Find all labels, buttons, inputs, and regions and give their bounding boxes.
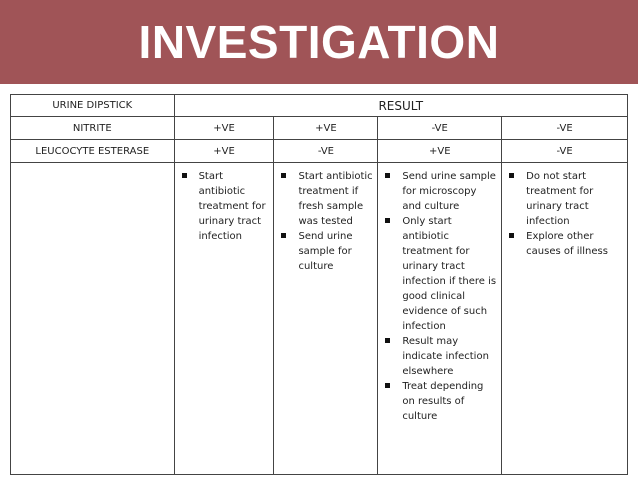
square-bullet-icon (281, 173, 286, 178)
table-row (11, 117, 628, 140)
table-row (11, 163, 628, 475)
square-bullet-icon (281, 233, 286, 238)
table-cell: +VE (378, 140, 502, 163)
row-label-nitrite: NITRITE (11, 117, 175, 140)
list-item: Result may indicate infection elsewhere (382, 334, 497, 379)
list-item: Only start antibiotic treatment for urinary tract infection if there is good clinical evidence of such infection (382, 214, 497, 334)
action-list (179, 169, 270, 244)
action-cell (174, 163, 274, 475)
row-header-label: URINE DIPSTICK (11, 95, 175, 117)
table-row (11, 95, 628, 117)
table-cell: -VE (378, 117, 502, 140)
list-item: Start antibiotic treatment if fresh sample was tested (278, 169, 373, 229)
action-list (278, 169, 373, 274)
action-cell (274, 163, 378, 475)
action-cell (502, 163, 628, 475)
result-header: RESULT (174, 95, 627, 117)
list-item: Explore other causes of illness (506, 229, 623, 259)
list-item: Send urine sample for microscopy and culture (382, 169, 497, 214)
dipstick-table (10, 94, 628, 475)
empty-cell (11, 163, 175, 475)
action-list (382, 169, 497, 424)
table-cell: +VE (174, 140, 274, 163)
list-item: Start antibiotic treatment for urinary tract infection (179, 169, 270, 244)
table-cell: +VE (274, 117, 378, 140)
square-bullet-icon (509, 173, 514, 178)
row-label-leucocyte: LEUCOCYTE ESTERASE (11, 140, 175, 163)
list-item: Treat depending on results of culture (382, 379, 497, 424)
table-cell: -VE (502, 140, 628, 163)
square-bullet-icon (385, 173, 390, 178)
table-cell: +VE (174, 117, 274, 140)
action-cell (378, 163, 502, 475)
action-list (506, 169, 623, 259)
square-bullet-icon (385, 338, 390, 343)
table-row (11, 140, 628, 163)
square-bullet-icon (182, 173, 187, 178)
table-cell: -VE (502, 117, 628, 140)
list-item: Send urine sample for culture (278, 229, 373, 274)
table-cell: -VE (274, 140, 378, 163)
square-bullet-icon (509, 233, 514, 238)
list-item: Do not start treatment for urinary tract infection (506, 169, 623, 229)
page-title: INVESTIGATION (138, 16, 500, 68)
title-banner (0, 0, 638, 84)
square-bullet-icon (385, 383, 390, 388)
square-bullet-icon (385, 218, 390, 223)
